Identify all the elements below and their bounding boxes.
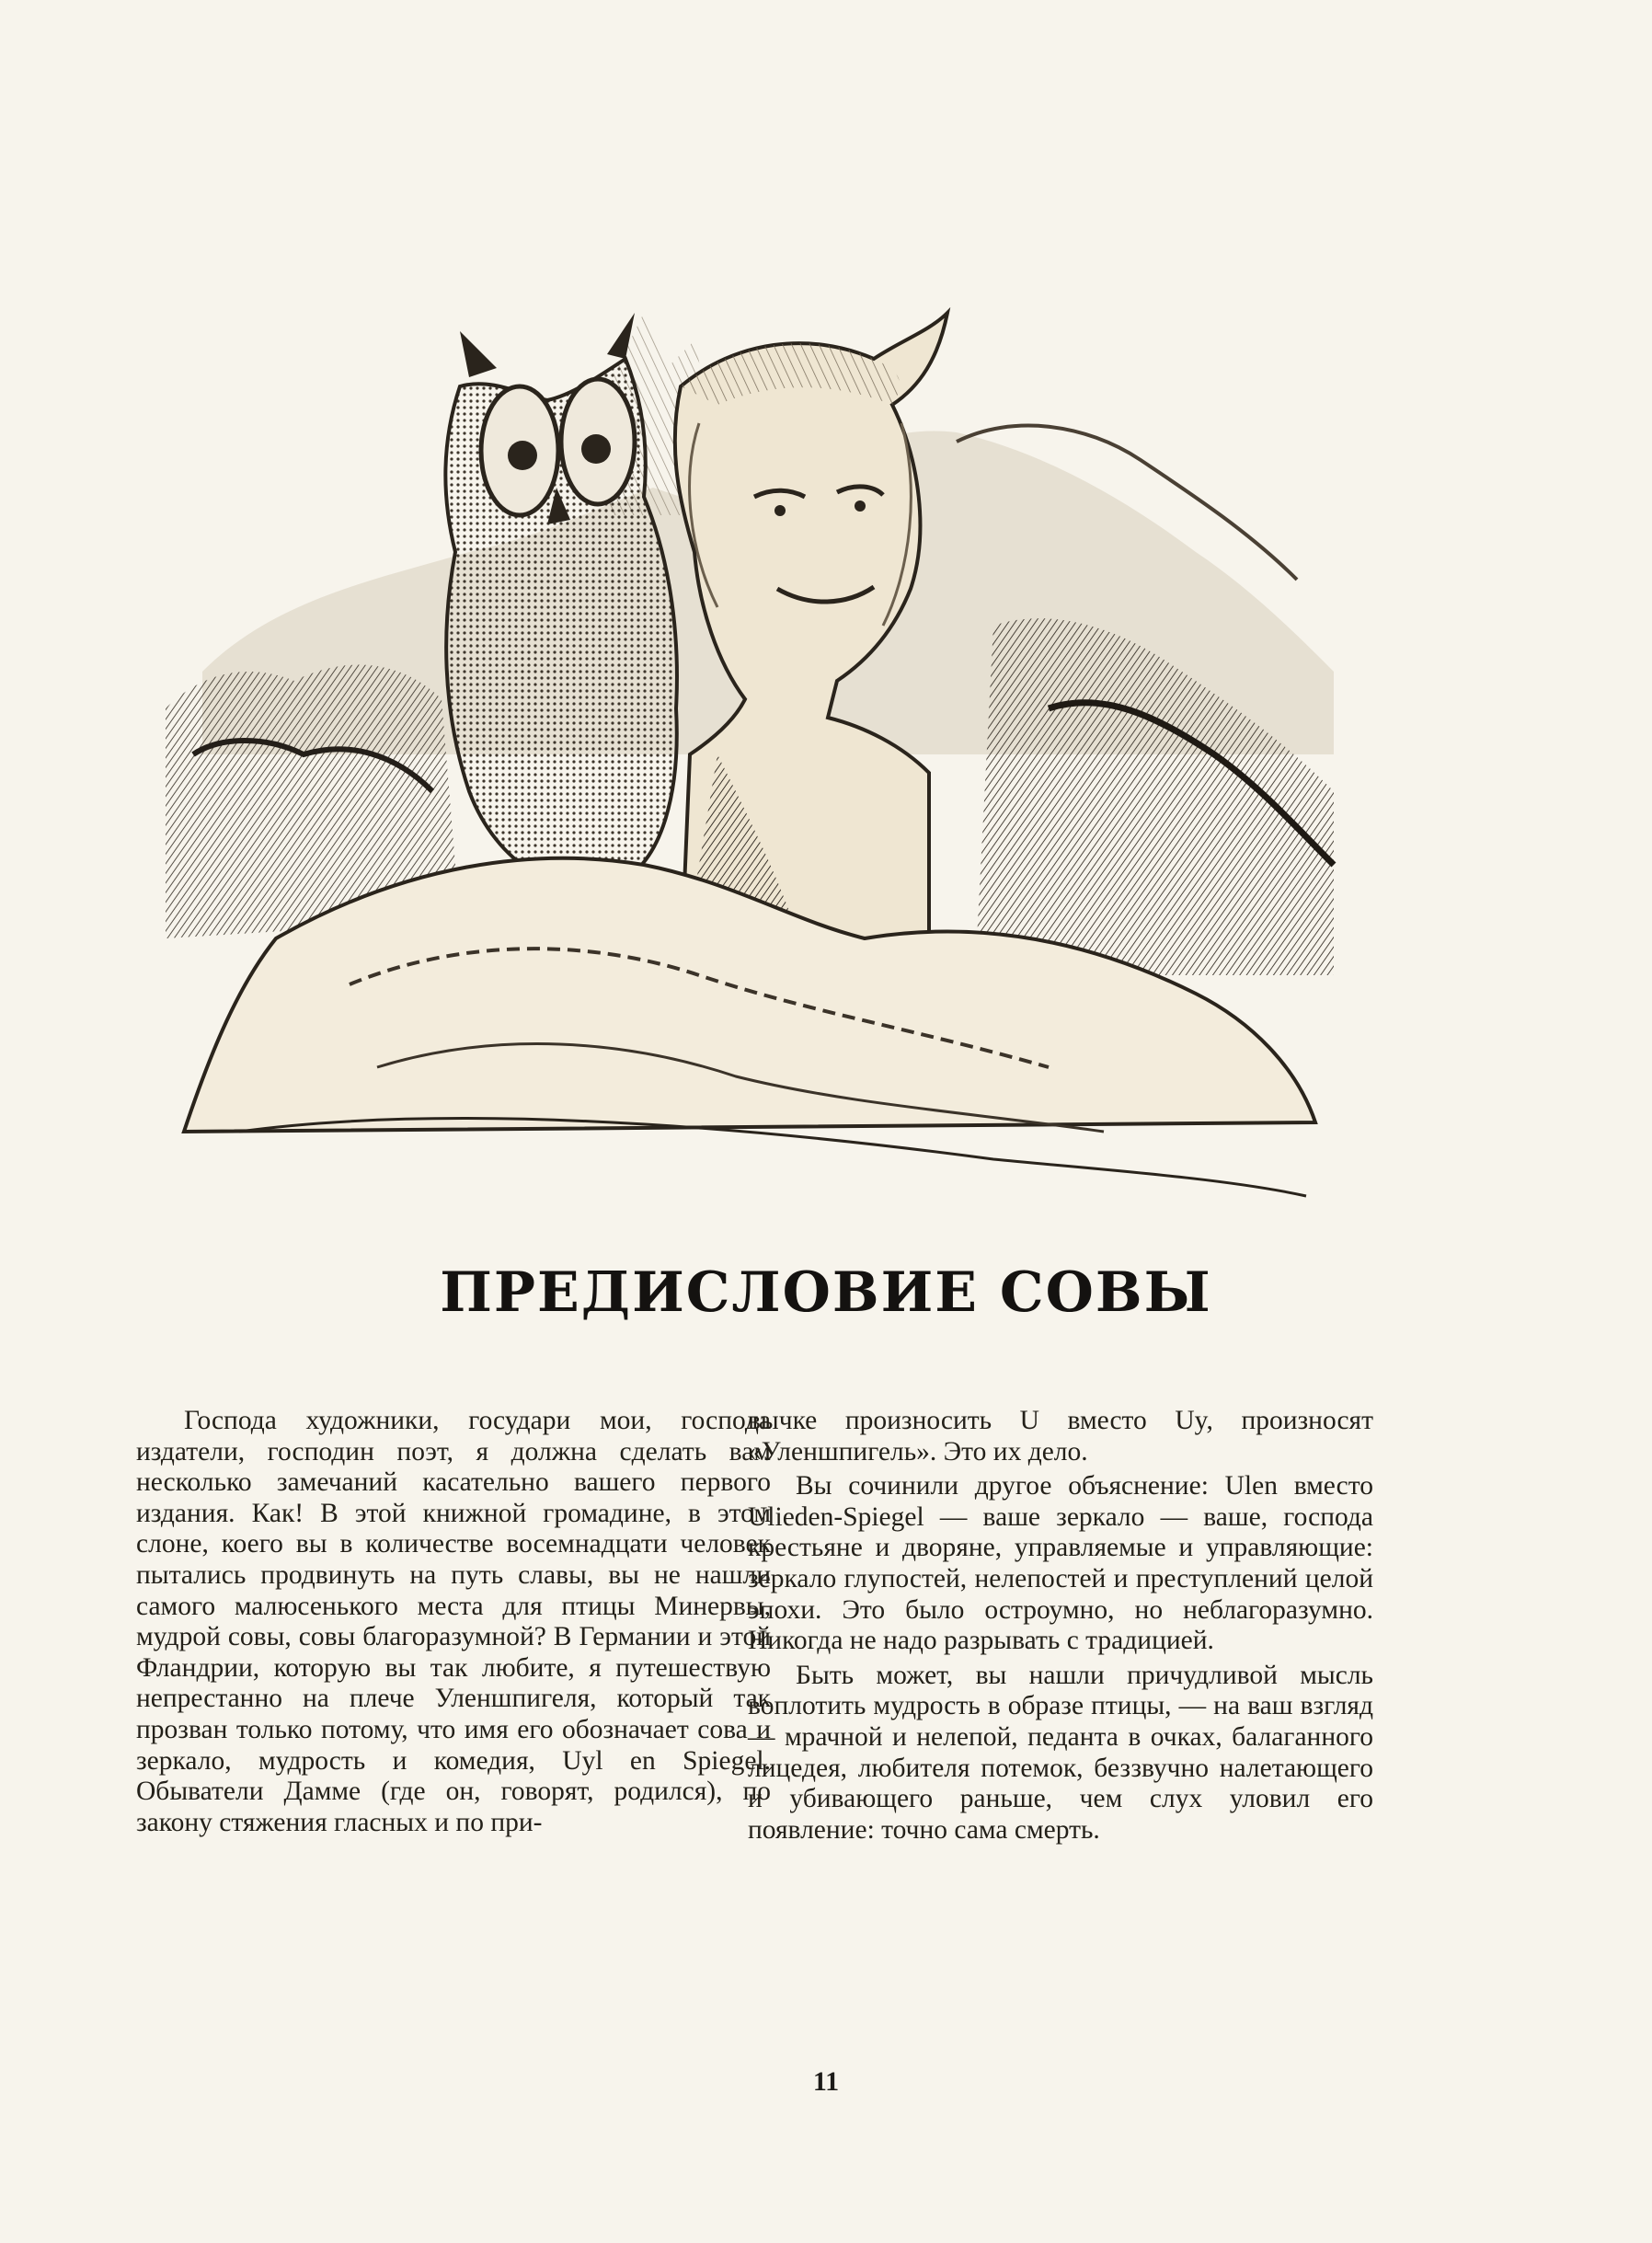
paragraph: Вы сочинили другое объяснение: Ulen вместо Ulieden-Spiegel — ваше зеркало — ваше, господа крестьяне и дворяне, управляемые и управляющие: зеркало глупостей, нелепостей и преступлений целой эпохи. Это было остроумно, но неблагоразумно. Никогда не надо разрывать с традицией. [748,1471,1373,1656]
chapter-title: ПРЕДИСЛОВИЕ СОВЫ [440,1260,1212,1325]
owl-and-boy-illustration-icon [166,276,1352,1205]
paragraph: Быть может, вы нашли причудливой мысль воплотить мудрость в образе птицы, — на ваш взгляд — мрачной и нелепой, педанта в очках, балаганного лицедея, любителя потемок, беззвучно налетающего и убивающего раньше, чем слух уловил его появление: точно сама смерть. [748,1660,1373,1845]
paragraph: Господа художники, государи мои, господа издатели, господин поэт, я должна сделать вам несколько замечаний касательно вашего первого издания. Как! В этой книжной громадине, в этом слоне, коего вы в количестве восемнадцати человек пытались продвинуть на путь славы, вы не нашли самого малюсенького места для птицы Минервы, мудрой совы, совы благоразумной? В Германии и этой Фландрии, которую вы так любите, я путешествую непрестанно на плече Уленшпигеля, который так прозван только потому, что имя его обозначает сова и зеркало, мудрость и комедия, Uyl en Spiegel. Обыватели Дамме (где он, говорят, родился), по закону стяжения гласных и по при- [136,1406,771,1837]
text-column-left [136,1406,771,1838]
paragraph: вычке произносить U вместо Uy, произносят «Уленшпигель». Это их дело. [748,1406,1373,1467]
owl-and-boy-illustration [166,276,1352,1205]
page-number: 11 [812,2066,840,2097]
text-column-right [748,1406,1373,1846]
